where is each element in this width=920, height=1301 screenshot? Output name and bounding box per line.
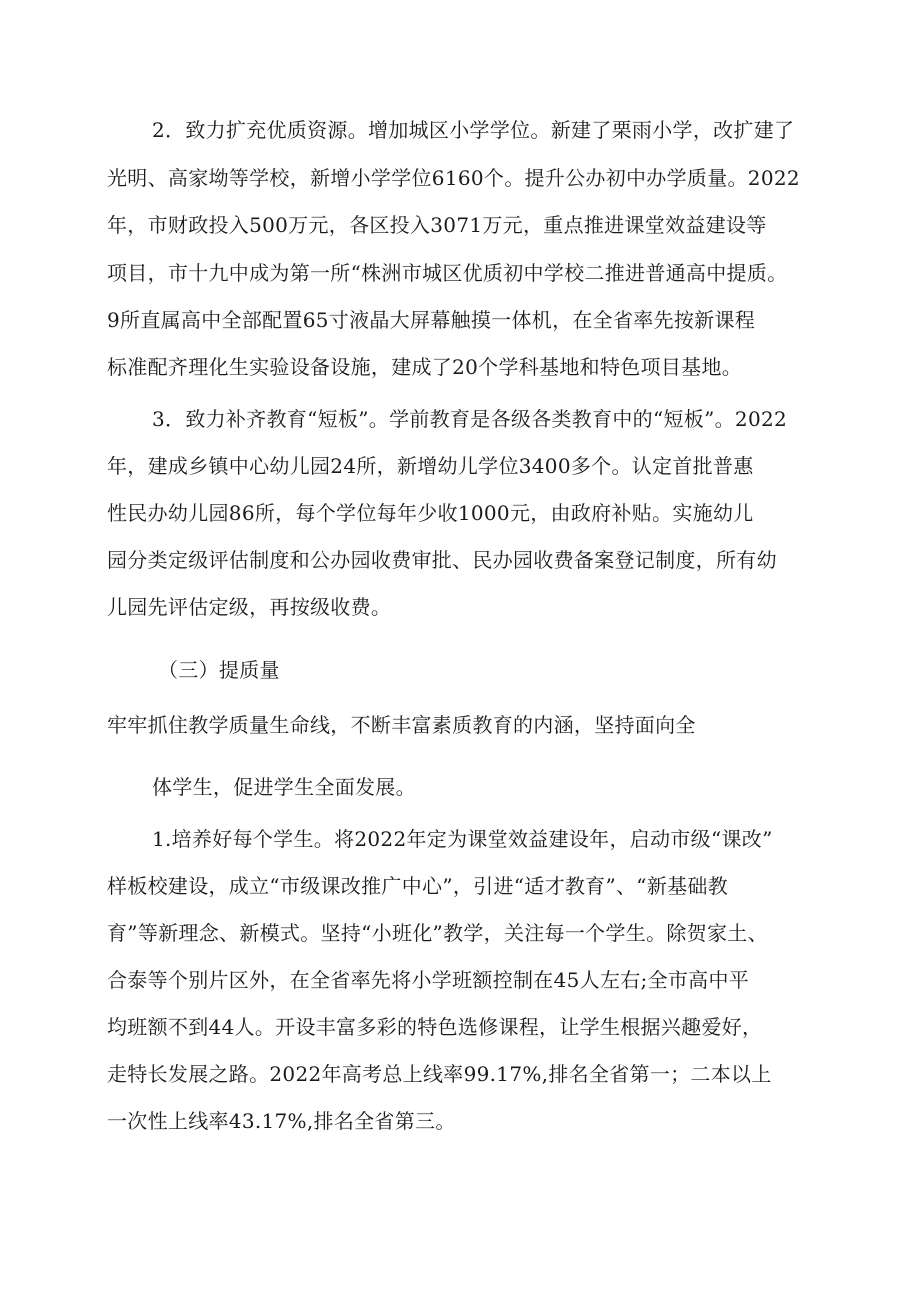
paragraph-3-line: [107, 496, 912, 530]
text-line: 儿园先评估定级，再按级收费。: [107, 595, 392, 619]
text-line: 园分类定级评估制度和公办园收费审批、民办园收费备案登记制度，所有幼: [107, 548, 777, 572]
paragraph-3-line: [107, 590, 912, 624]
paragraph-1-line: [107, 1010, 912, 1044]
text-line: 年，建成乡镇中心幼儿园24所，新增幼儿学位3400多个。认定首批普惠: [107, 454, 754, 478]
text-line: 育”等新理念、新模式。坚持“小班化”教学，关注每一个学生。除贺家土、: [107, 921, 768, 945]
text-line: 1.培养好每个学生。将2022年定为课堂效益建设年，启动市级“课改”: [152, 827, 773, 851]
text-line: 性民办幼儿园86所，每个学位每年少收1000元，由政府补贴。实施幼儿: [107, 501, 754, 525]
paragraph-1-line: [152, 822, 912, 856]
intro-line: [152, 770, 912, 804]
text-line: 样板校建设，成立“市级课改推广中心”，引进“适才教育”、“新基础教: [107, 874, 729, 898]
text-line: 3．致力补齐教育“短板”。学前教育是各级各类教育中的“短板”。2022: [152, 407, 788, 431]
text-line: 一次性上线率43.17%,排名全省第三。: [107, 1109, 456, 1133]
text-line: 9所直属高中全部配置65寸液晶大屏幕触摸一体机，在全省率先按新课程: [107, 308, 756, 332]
heading-text: （三）提质量: [158, 658, 280, 682]
text-line: 项目，市十九中成为第一所“株洲市城区优质初中学校二推进普通高中提质。: [107, 261, 788, 285]
paragraph-1-line: [107, 963, 912, 997]
text-line: 走特长发展之路。2022年高考总上线率99.17%,排名全省第一；二本以上: [107, 1062, 772, 1086]
paragraph-1-line: [107, 1057, 912, 1091]
text-line: 年，市财政投入500万元，各区投入3071万元，重点推进课堂效益建设等: [107, 213, 767, 237]
paragraph-2-line: [107, 256, 912, 290]
text-line: 2．致力扩充优质资源。增加城区小学学位。新建了栗雨小学，改扩建了: [152, 118, 795, 142]
text-line: 均班额不到44人。开设丰富多彩的特色选修课程，让学生根据兴趣爱好，: [107, 1015, 763, 1039]
text-line: 标准配齐理化生实验设备设施，建成了20个学科基地和特色项目基地。: [107, 355, 743, 379]
paragraph-1-line: [107, 869, 912, 903]
paragraph-1-line: [107, 1104, 912, 1138]
paragraph-3-line: [152, 402, 912, 436]
paragraph-2-line: [107, 350, 912, 384]
text-line: 体学生，促进学生全面发展。: [152, 775, 416, 799]
paragraph-1-line: [107, 916, 912, 950]
paragraph-2-line: [107, 303, 912, 337]
paragraph-3-line: [107, 449, 912, 483]
paragraph-2-line: [107, 208, 912, 242]
section-heading: [158, 653, 458, 687]
text-line: 牢牢抓住教学质量生命线，不断丰富素质教育的内涵，坚持面向全: [107, 713, 696, 737]
text-line: 光明、高家坳等学校，新增小学学位6160个。提升公办初中办学质量。2022: [107, 166, 800, 190]
intro-line: [107, 708, 912, 742]
text-line: 合泰等个别片区外，在全省率先将小学班额控制在45人左右;全市高中平: [107, 968, 750, 992]
paragraph-2-line: [152, 113, 912, 147]
paragraph-2-line: [107, 161, 912, 195]
paragraph-3-line: [107, 543, 912, 577]
